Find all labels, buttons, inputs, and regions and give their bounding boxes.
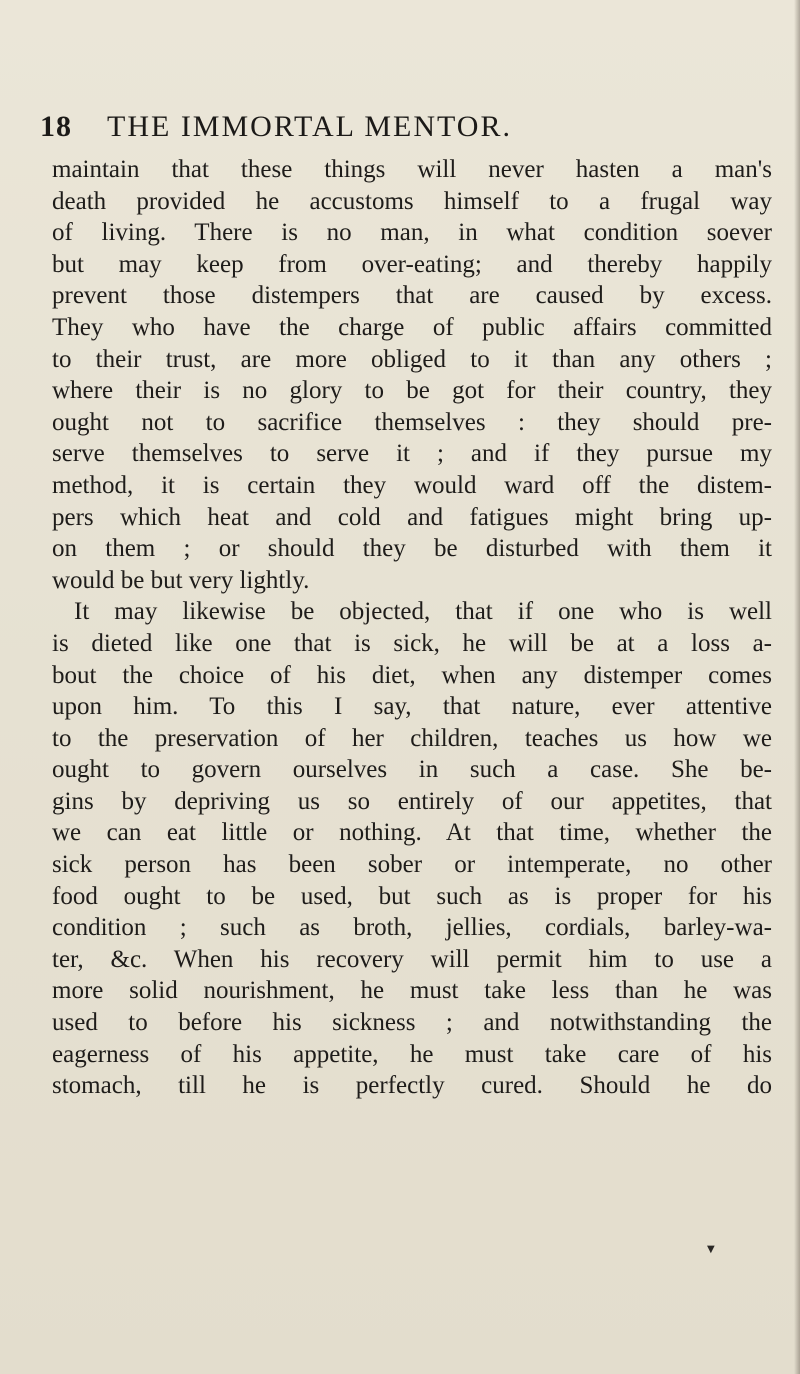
- text-line: method, it is certain they would ward off the distem-: [52, 471, 772, 499]
- text-line: serve themselves to serve it ; and if they pursue my: [52, 440, 772, 468]
- text-line: is dieted like one that is sick, he will be at a loss a-: [52, 629, 772, 657]
- text-line: more solid nourishment, he must take less than he was: [52, 977, 772, 1005]
- text-line: would be but very lightly.: [52, 566, 310, 594]
- text-line: used to before his sickness ; and notwithstanding the: [52, 1009, 772, 1037]
- text-line: sick person has been sober or intemperate, no other: [52, 851, 772, 879]
- body-text: [52, 154, 772, 1102]
- text-line: to their trust, are more obliged to it than any others ;: [52, 345, 772, 373]
- text-line: condition ; such as broth, jellies, cordials, barley-wa-: [52, 914, 772, 942]
- page-number: 18: [40, 110, 72, 143]
- text-line: where their is no glory to be got for their country, they: [52, 377, 772, 405]
- text-line: of living. There is no man, in what condition soever: [52, 219, 772, 247]
- text-line: bout the choice of his diet, when any distemper comes: [52, 661, 772, 689]
- text-line: ought to govern ourselves in such a case. She be-: [52, 756, 772, 784]
- text-line: It may likewise be objected, that if one who is well: [74, 598, 772, 626]
- running-head: THE IMMORTAL MENTOR.: [107, 110, 512, 143]
- text-line: death provided he accustoms himself to a frugal way: [52, 187, 772, 215]
- text-line: eagerness of his appetite, he must take care of his: [52, 1040, 772, 1068]
- paragraph-2: [52, 596, 772, 1102]
- text-line: gins by depriving us so entirely of our appetites, that: [52, 787, 772, 815]
- text-line: prevent those distempers that are caused by excess.: [52, 282, 772, 310]
- text-line: ought not to sacrifice themselves : they should pre-: [52, 408, 772, 436]
- text-line: we can eat little or nothing. At that time, whether the: [52, 819, 772, 847]
- text-line: ter, &c. When his recovery will permit him to use a: [52, 945, 772, 973]
- text-line: maintain that these things will never hasten a man's: [52, 156, 772, 183]
- text-line: on them ; or should they be disturbed with them it: [52, 535, 772, 563]
- page-header: [40, 110, 780, 150]
- text-line: stomach, till he is perfectly cured. Should he do: [52, 1072, 772, 1100]
- text-line: to the preservation of her children, teaches us how we: [52, 724, 772, 752]
- printers-mark-icon: ▼: [707, 1244, 715, 1255]
- text-line: upon him. To this I say, that nature, ever attentive: [52, 693, 772, 721]
- text-line: but may keep from over-eating; and thereby happily: [52, 250, 772, 278]
- text-line: food ought to be used, but such as is proper for his: [52, 882, 772, 910]
- text-line: pers which heat and cold and fatigues might bring up-: [52, 503, 772, 531]
- paragraph-1: [52, 154, 772, 596]
- text-line: They who have the charge of public affairs committed: [52, 313, 772, 341]
